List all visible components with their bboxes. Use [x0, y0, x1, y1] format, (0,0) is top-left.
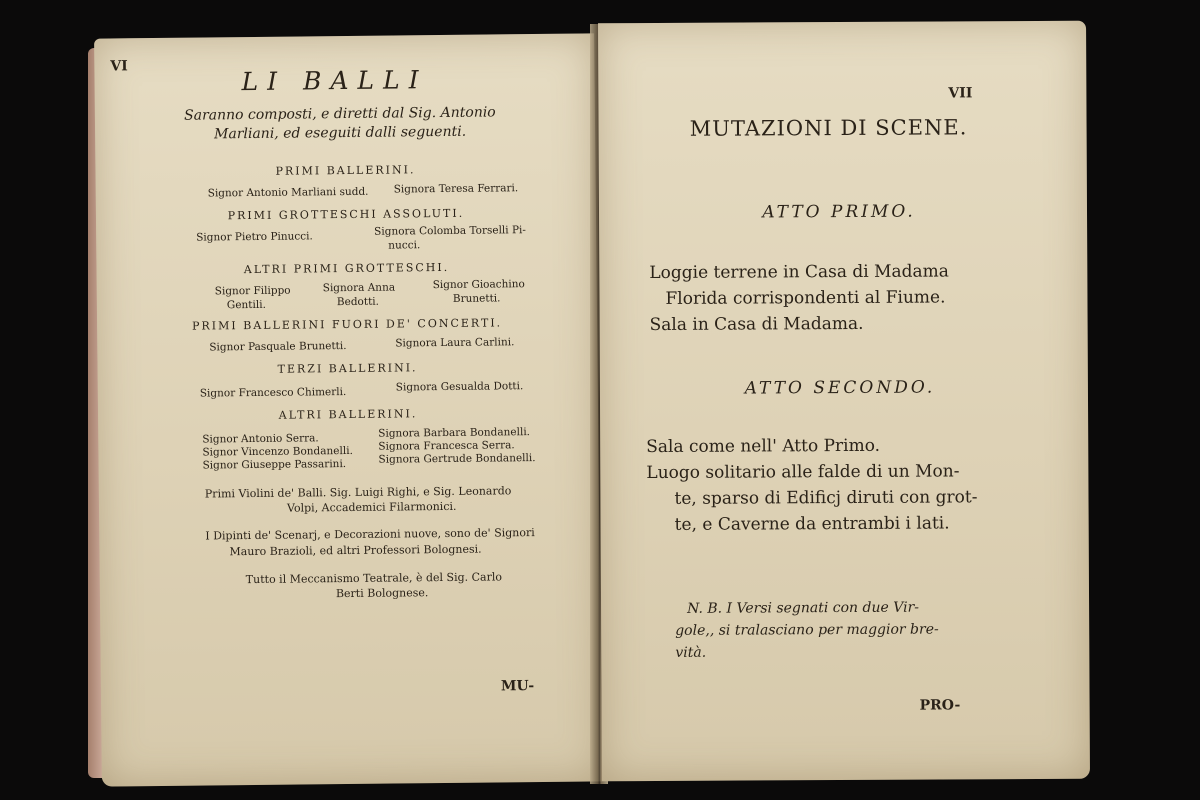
act-heading: ATTO SECONDO.: [744, 377, 936, 399]
catchword: PRO-: [919, 697, 961, 714]
section-heading: PRIMI GROTTESCHI ASSOLUTI.: [227, 206, 465, 223]
cast-name: Signora Anna: [322, 281, 396, 295]
cast-name: Signor Pietro Pinucci.: [196, 230, 313, 244]
cast-name: Signor Francesco Chimerli.: [199, 386, 347, 400]
scene-line: te, sparso di Edificj diruti con grot-: [674, 487, 978, 509]
cast-name: Signor Giuseppe Passarini.: [202, 458, 347, 472]
credit-line: Tutto il Meccanismo Teatrale, è del Sig. Carlo: [245, 570, 503, 587]
note-line: gole,, si tralasciano per maggior bre-: [675, 621, 939, 639]
cast-name: Signor Gioachino: [432, 278, 525, 292]
catchword: MU-: [500, 678, 535, 695]
cast-name: Signora Laura Carlini.: [395, 336, 515, 350]
act-heading: ATTO PRIMO.: [762, 201, 916, 223]
right-page: [598, 21, 1090, 782]
scene-line: Sala come nell' Atto Primo.: [646, 435, 881, 458]
cast-name: Signor Pasquale Brunetti.: [209, 340, 347, 354]
scene-line: Sala in Casa di Madama.: [649, 313, 864, 336]
scene-line: Florida corrispondenti al Fiume.: [665, 287, 946, 309]
cast-name: Signora Gertrude Bondanelli.: [378, 452, 536, 466]
cast-name: Signor Antonio Serra.: [202, 432, 319, 446]
credit-line: I Dipinti de' Scenarj, e Decorazioni nuove, sono de' Signori: [205, 526, 535, 543]
cast-name: Signora Barbara Bondanelli.: [378, 426, 531, 440]
page-number: VI: [110, 58, 128, 75]
section-heading: ALTRI BALLERINI.: [278, 407, 418, 422]
scene-line: Loggie terrene in Casa di Madama: [649, 261, 949, 284]
cast-name: Signor Antonio Marliani sudd.: [207, 185, 369, 200]
credit-line: Mauro Brazioli, ed altri Professori Bolognesi.: [229, 542, 482, 559]
cast-name: nucci.: [388, 239, 421, 252]
credit-line: Volpi, Accademici Filarmonici.: [286, 499, 457, 515]
subtitle-line: Saranno composti, e diretti dal Sig. Antonio: [184, 104, 496, 124]
note-line: N. B. I Versi segnati con due Vir-: [687, 599, 920, 617]
credit-line: Berti Bolognese.: [335, 586, 429, 601]
credit-line: Primi Violini de' Balli. Sig. Luigi Righi, e Sig. Leonardo: [204, 484, 512, 501]
section-heading: ALTRI PRIMI GROTTESCHI.: [243, 260, 450, 277]
cast-name: Signora Colomba Torselli Pi-: [374, 224, 527, 238]
page-title: LI BALLI: [241, 65, 428, 97]
cast-name: Signor Filippo: [214, 284, 291, 298]
section-heading: PRIMI BALLERINI FUORI DE' CONCERTI.: [191, 316, 503, 333]
cast-name: Gentili.: [226, 298, 266, 312]
cast-name: Bedotti.: [336, 295, 380, 309]
cast-name: Signora Gesualda Dotti.: [395, 380, 524, 394]
page-title: MUTAZIONI DI SCENE.: [689, 115, 968, 141]
cast-name: Signor Vincenzo Bondanelli.: [202, 444, 353, 459]
scene-line: te, e Caverne da entrambi i lati.: [674, 513, 950, 535]
note-line: vità.: [675, 644, 707, 661]
cast-name: Signora Teresa Ferrari.: [393, 182, 519, 196]
scene-line: Luogo solitario alle falde di un Mon-: [646, 461, 960, 484]
section-heading: PRIMI BALLERINI.: [275, 163, 416, 178]
cast-name: Brunetti.: [452, 292, 501, 305]
section-heading: TERZI BALLERINI.: [277, 361, 418, 376]
page-number: VII: [948, 85, 973, 102]
subtitle-line: Marliani, ed eseguiti dalli seguenti.: [214, 123, 467, 143]
cast-name: Signora Francesca Serra.: [378, 439, 515, 453]
left-page: [94, 33, 602, 786]
